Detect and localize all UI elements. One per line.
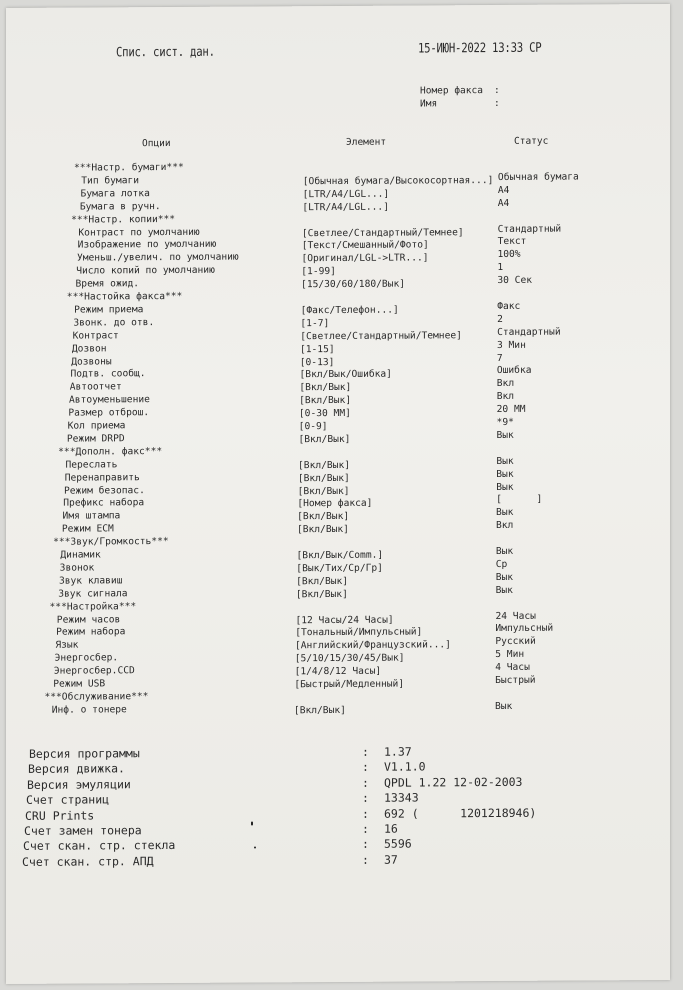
option-status-value: 24 Часы: [495, 610, 536, 622]
option-element-range: [12 Часы/24 Часы]: [295, 614, 394, 626]
option-element-range: [0-30 ММ]: [298, 407, 351, 420]
option-label: Размер отброш.: [68, 407, 150, 419]
option-label: Автоотчет: [69, 381, 122, 393]
option-element-range: [Вкл/Вык/Comm.]: [296, 549, 384, 562]
summary-label: Счет замен тонера: [24, 823, 142, 838]
option-label: Контраст по умолчанию: [78, 226, 200, 239]
option-element-range: [Обычная бумага/Высокосортная...]: [302, 174, 494, 188]
option-status-value: Вык: [495, 545, 514, 558]
option-label: Энергосбер.CCD: [53, 665, 135, 677]
option-label: Режим безопас.: [64, 484, 145, 497]
option-status-value: Ср: [495, 558, 508, 570]
option-status-value: A4: [497, 197, 510, 209]
section-heading: ***Настр. копии***: [71, 213, 176, 226]
option-label: Переслать: [65, 459, 118, 471]
option-label: Режим USB: [53, 678, 106, 690]
section-heading: ***Дополн. факс***: [58, 445, 163, 458]
summary-value: 13343: [384, 790, 419, 805]
option-status-value: 100%: [497, 249, 521, 261]
option-element-range: [1/4/8/12 Часы]: [294, 665, 382, 678]
summary-label: Версия движка.: [28, 761, 125, 777]
option-status-value: Вкл: [496, 391, 515, 403]
option-status-value: 7: [496, 352, 503, 364]
option-element-range: [Номер факса]: [297, 498, 373, 510]
option-label: Режим DRPD: [66, 433, 125, 445]
option-label: Контраст: [72, 329, 119, 342]
printed-report-page: [6, 4, 670, 984]
option-status-value: A4: [497, 184, 510, 196]
option-status-value: 4 Часы: [495, 661, 530, 674]
option-label: Язык: [55, 639, 79, 651]
option-status-value: Обычная бумага: [497, 171, 579, 183]
option-element-range: [Вкл/Вык]: [297, 485, 350, 497]
summary-separator: :: [362, 775, 369, 790]
section-heading: ***Настр. бумаги***: [74, 161, 184, 174]
option-status-value: Вык: [495, 584, 513, 596]
summary-label: CRU Prints: [25, 808, 95, 823]
summary-label: Версия эмуляции: [27, 777, 131, 792]
option-label: Перенаправить: [64, 471, 140, 484]
option-label: Бумага лотка: [80, 187, 150, 200]
option-status-value: Факс: [497, 300, 521, 312]
option-label: Режим набора: [56, 626, 126, 639]
summary-value: 37: [384, 852, 398, 867]
summary-value: 16: [384, 821, 398, 836]
option-status-value: Стандартный: [497, 223, 562, 235]
option-label: Бумага в ручн.: [79, 200, 161, 213]
summary-separator: :: [362, 744, 369, 759]
option-label: Звук сигнала: [58, 587, 128, 600]
option-status-value: Вык: [496, 455, 514, 467]
section-heading: ***Звук/Громкость***: [53, 536, 169, 548]
option-element-range: [1-15]: [299, 343, 335, 355]
section-heading: ***Настойка факса***: [66, 290, 183, 303]
option-element-range: [Светлее/Стандартный/Темнее]: [301, 226, 464, 239]
option-element-range: [Вкл/Вык]: [297, 511, 350, 523]
option-element-range: [Факс/Телефон...]: [300, 304, 399, 317]
summary-value: 1.37: [384, 744, 412, 759]
option-label: Дозвоны: [71, 355, 112, 368]
section-heading: ***Обслуживание***: [44, 691, 149, 703]
option-status-value: Быстрый: [495, 674, 536, 687]
summary-value: QPDL 1.22 12-02-2003: [384, 774, 523, 790]
option-element-range: [LTR/A4/LGL...]: [302, 188, 390, 200]
option-element-range: [Вкл/Вык]: [295, 588, 348, 600]
option-status-value: 20 ММ: [496, 403, 526, 416]
column-header-element: Элемент: [346, 136, 387, 148]
option-element-range: [0-9]: [298, 421, 328, 433]
option-label: Дозвон: [71, 342, 107, 355]
summary-label: Версия программы: [29, 746, 140, 761]
option-label: Режим ECM: [61, 523, 114, 535]
option-status-value: Вык: [495, 571, 514, 583]
option-label: Кол приема: [67, 420, 126, 432]
summary-label: Счет страниц: [26, 792, 110, 808]
option-status-value: Ошибка: [496, 365, 532, 377]
option-element-range: [Вкл/Вык]: [298, 433, 351, 446]
summary-value: 692 ( 1201218946): [384, 805, 537, 821]
fax-number-value: :: [494, 84, 500, 97]
option-status-value: 5 Мин: [495, 649, 525, 661]
option-label: Звонк. до отв.: [73, 316, 155, 329]
option-element-range: [Вкл/Вык]: [299, 382, 352, 394]
option-status-value: Русский: [495, 636, 536, 648]
option-status-value: Вкл: [496, 378, 515, 390]
option-status-value: *9*: [496, 416, 514, 429]
option-label: Префикс набора: [63, 497, 145, 510]
option-status-value: Вык: [496, 429, 514, 441]
summary-label: Счет скан. стр. АПД: [22, 853, 154, 869]
summary-separator: :: [362, 837, 369, 852]
option-element-range: [Вык/Тих/Ср/Гр]: [296, 562, 383, 575]
option-element-range: [Вкл/Вык]: [293, 704, 346, 717]
option-status-value: Вкл: [495, 520, 514, 532]
option-element-range: [Светлее/Стандартный/Темнее]: [300, 329, 462, 342]
option-status-value: Вык: [496, 481, 514, 493]
toner-speck: [251, 821, 253, 825]
toner-speck: [254, 846, 256, 848]
option-element-range: [Вкл/Вык/Ошибка]: [299, 369, 392, 381]
option-label: Режим часов: [56, 613, 121, 626]
name-value: :: [494, 97, 500, 110]
option-element-range: [Быстрый/Медленный]: [294, 678, 405, 691]
option-status-value: Вык: [494, 700, 513, 712]
option-element-range: [LTR/A4/LGL...]: [302, 201, 389, 213]
summary-separator: :: [362, 790, 369, 806]
summary-label: Счет скан. стр. стекла: [23, 838, 176, 854]
option-element-range: [Вкл/Вык]: [298, 459, 351, 471]
option-status-value: 1: [497, 262, 504, 274]
option-element-range: [Текст/Смешанный/Фото]: [301, 239, 429, 252]
option-status-value: Стандартный: [497, 326, 561, 338]
option-element-range: [5/10/15/30/45/Вык]: [294, 652, 405, 665]
option-status-value: 30 Сек: [497, 274, 532, 287]
option-status-value: Вык: [496, 507, 514, 519]
option-element-range: [1-99]: [301, 266, 336, 278]
fax-number-label: Номер факса: [420, 85, 483, 97]
option-status-value: 3 Мин: [496, 339, 526, 351]
option-label: Число копий по умолчанию: [76, 264, 215, 277]
column-header-options: Опции: [142, 137, 171, 150]
summary-separator: :: [362, 852, 369, 867]
option-element-range: [Вкл/Вык]: [299, 395, 352, 407]
option-element-range: [Вкл/Вык]: [297, 472, 350, 484]
option-label: Изображение по умолчанию: [77, 239, 217, 251]
option-label: Инф. о тонере: [51, 704, 127, 716]
option-status-value: [ ]: [496, 494, 543, 506]
summary-separator: :: [362, 806, 369, 821]
option-status-value: 2: [497, 313, 503, 325]
summary-separator: :: [362, 760, 369, 775]
section-heading: ***Настройка***: [49, 600, 137, 613]
option-element-range: [Английский/Французский...]: [295, 639, 451, 652]
option-label: Время ожид.: [75, 278, 140, 290]
option-status-value: Импульсный: [495, 623, 554, 635]
option-element-range: [Тональный/Импульсный]: [295, 626, 423, 639]
option-label: Тип бумаги: [81, 175, 140, 187]
option-label: Автоуменьшение: [69, 394, 150, 406]
summary-separator: :: [362, 821, 369, 836]
column-header-status: Статус: [514, 135, 549, 147]
option-label: Режим приема: [74, 304, 144, 316]
report-datetime: 15-ИЮН-2022 13:33 СР: [418, 40, 542, 57]
option-element-range: [Оригинал/LGL->LTR...]: [301, 252, 429, 265]
option-element-range: [Вкл/Вык]: [296, 575, 349, 588]
option-element-range: [0-13]: [299, 356, 335, 368]
option-label: Звонок: [59, 562, 95, 574]
option-label: Энергосбер.: [54, 652, 119, 664]
option-label: Имя штампа: [62, 510, 121, 522]
option-label: Подтв. сообщ.: [70, 368, 146, 380]
option-label: Звук клавиш: [58, 575, 123, 587]
option-element-range: [15/30/60/180/Вык]: [301, 278, 406, 291]
option-element-range: [1-7]: [300, 317, 330, 329]
option-element-range: [Вкл/Вык]: [296, 524, 349, 536]
summary-value: V1.1.0: [384, 759, 426, 775]
option-label: Динамик: [60, 549, 101, 561]
option-status-value: Вык: [496, 468, 514, 480]
option-status-value: Текст: [497, 236, 527, 248]
option-label: Уменьш./увелич. по умолчанию: [76, 251, 239, 264]
name-label: Имя: [420, 98, 438, 110]
summary-value: 5596: [384, 836, 412, 852]
report-title: Спис. сист. дан.: [116, 44, 215, 61]
